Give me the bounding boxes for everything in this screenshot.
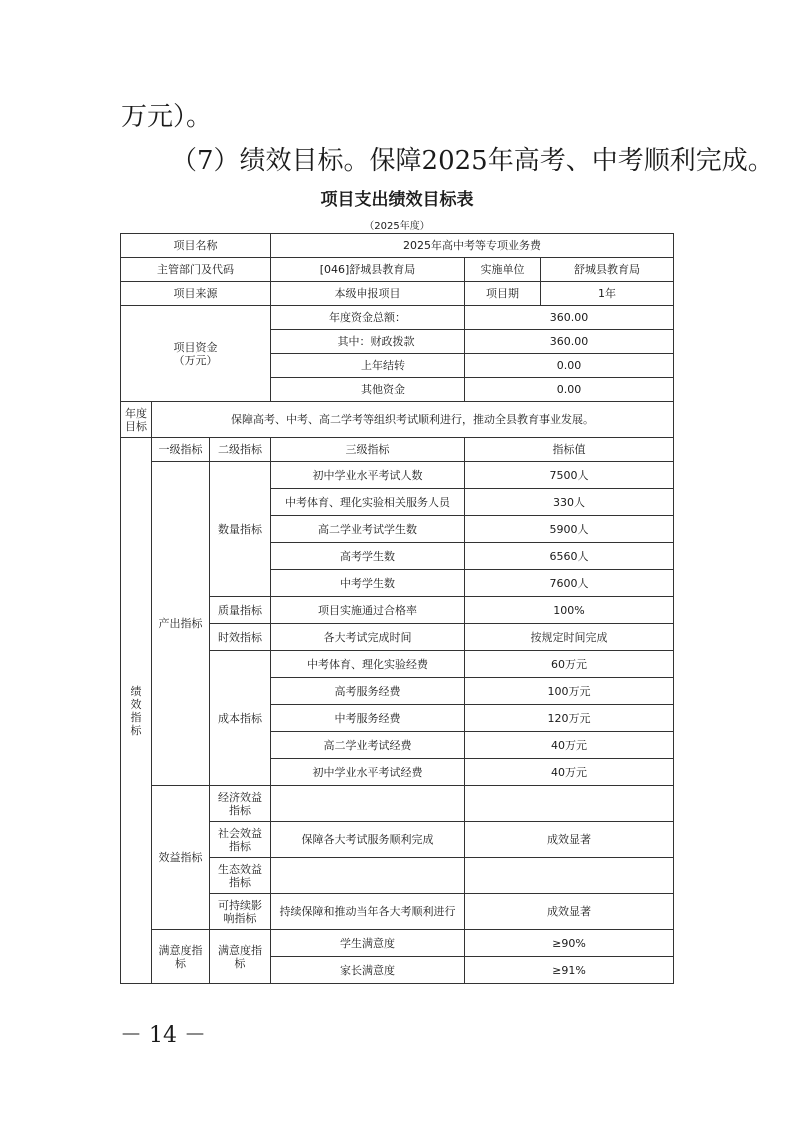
funds-other-value: 0.00 [465,378,674,402]
benefit-indicator-label: 效益指标 [152,786,210,930]
cost-item-value: 40万元 [465,759,674,786]
funds-label-line-2: （万元） [173,353,218,367]
quantity-item-value: 7500人 [465,462,674,489]
quantity-item-name: 初中学业水平考试人数 [271,462,465,489]
perf-char-1: 绩 [130,684,142,698]
sustain-item-name: 持续保障和推动当年各大考顺利进行 [271,894,465,930]
dept-label: 主管部门及代码 [121,258,271,282]
period-value: 1年 [541,282,674,306]
sustain-benefit-label: 可持续影响指标 [210,894,271,930]
quantity-item-name: 高考学生数 [271,543,465,570]
time-indicator-label: 时效指标 [210,624,271,651]
cost-item-name: 初中学业水平考试经费 [271,759,465,786]
economic-benefit-label: 经济效益指标 [210,786,271,822]
quantity-item-name: 高二学业考试学生数 [271,516,465,543]
funds-fiscal-label: 其中：财政拨款 [271,330,465,354]
funds-other-label: 其他资金 [271,378,465,402]
quantity-indicator-label: 数量指标 [210,462,271,597]
funds-total-label: 年度资金总额： [271,306,465,330]
header-level-3: 三级指标 [271,438,465,462]
impl-value: 舒城县教育局 [541,258,674,282]
performance-indicator-label [121,438,152,984]
cost-item-name: 高考服务经费 [271,678,465,705]
time-item-value: 按规定时间完成 [465,624,674,651]
funds-label-line-1: 项目资金 [173,340,218,354]
satisfaction-item-value: ≥90% [465,930,674,957]
header-value: 指标值 [465,438,674,462]
cost-item-name: 中考体育、理化实验经费 [271,651,465,678]
funds-total-value: 360.00 [465,306,674,330]
quantity-item-name: 中考体育、理化实验相关服务人员 [271,489,465,516]
quantity-item-name: 中考学生数 [271,570,465,597]
social-item-value: 成效显著 [465,822,674,858]
satisfaction-item-value: ≥91% [465,957,674,984]
page-number: － 14 － [120,1023,206,1048]
quality-indicator-label: 质量指标 [210,597,271,624]
quantity-item-value: 330人 [465,489,674,516]
cost-item-value: 60万元 [465,651,674,678]
cost-item-name: 中考服务经费 [271,705,465,732]
quantity-item-value: 6560人 [465,543,674,570]
cost-indicator-label: 成本指标 [210,651,271,786]
perf-char-4: 标 [130,723,142,737]
economic-item-name [271,786,465,822]
sustain-item-value: 成效显著 [465,894,674,930]
performance-target-table [120,181,674,984]
output-indicator-label: 产出指标 [152,462,210,786]
quality-item-value: 100% [465,597,674,624]
intro-line-1: 万元）。 [121,102,213,132]
table-title: 项目支出绩效目标表 [320,189,474,210]
annual-goal-label [121,402,152,438]
source-label: 项目来源 [121,282,271,306]
quality-item-name: 项目实施通过合格率 [271,597,465,624]
header-level-1: 一级指标 [152,438,210,462]
satisfaction-item-name: 学生满意度 [271,930,465,957]
eco-item-value [465,858,674,894]
perf-char-2: 效 [130,697,142,711]
impl-label: 实施单位 [465,258,541,282]
social-benefit-label: 社会效益指标 [210,822,271,858]
satisfaction-indicator-l1-label: 满意度指标 [152,930,210,984]
table-year: （2025年度） [121,219,674,234]
cost-item-value: 40万元 [465,732,674,759]
header-level-2: 二级指标 [210,438,271,462]
satisfaction-indicator-l2-label: 满意度指标 [210,930,271,984]
source-value: 本级申报项目 [271,282,465,306]
annual-goal-text: 保障高考、中考、高二学考等组织考试顺利进行，推动全县教育事业发展。 [152,402,674,438]
funds-label [121,306,271,402]
dept-value: [046]舒城县教育局 [271,258,465,282]
cost-item-value: 100万元 [465,678,674,705]
cost-item-value: 120万元 [465,705,674,732]
economic-item-value [465,786,674,822]
quantity-item-value: 5900人 [465,516,674,543]
funds-carryover-label: 上年结转 [271,354,465,378]
eco-benefit-label: 生态效益指标 [210,858,271,894]
eco-item-name [271,858,465,894]
goal-label-line-1: 年度 [125,406,147,420]
social-item-name: 保障各大考试服务顺利完成 [271,822,465,858]
time-item-name: 各大考试完成时间 [271,624,465,651]
goal-label-line-2: 目标 [125,419,147,433]
cost-item-name: 高二学业考试经费 [271,732,465,759]
quantity-item-value: 7600人 [465,570,674,597]
funds-carryover-value: 0.00 [465,354,674,378]
period-label: 项目期 [465,282,541,306]
satisfaction-item-name: 家长满意度 [271,957,465,984]
perf-char-3: 指 [130,710,142,724]
intro-line-2: （7）绩效目标。保障2025年高考、中考顺利完成。 [171,146,774,176]
funds-fiscal-value: 360.00 [465,330,674,354]
project-name-value: 2025年高中考等专项业务费 [271,234,674,258]
project-name-label: 项目名称 [121,234,271,258]
